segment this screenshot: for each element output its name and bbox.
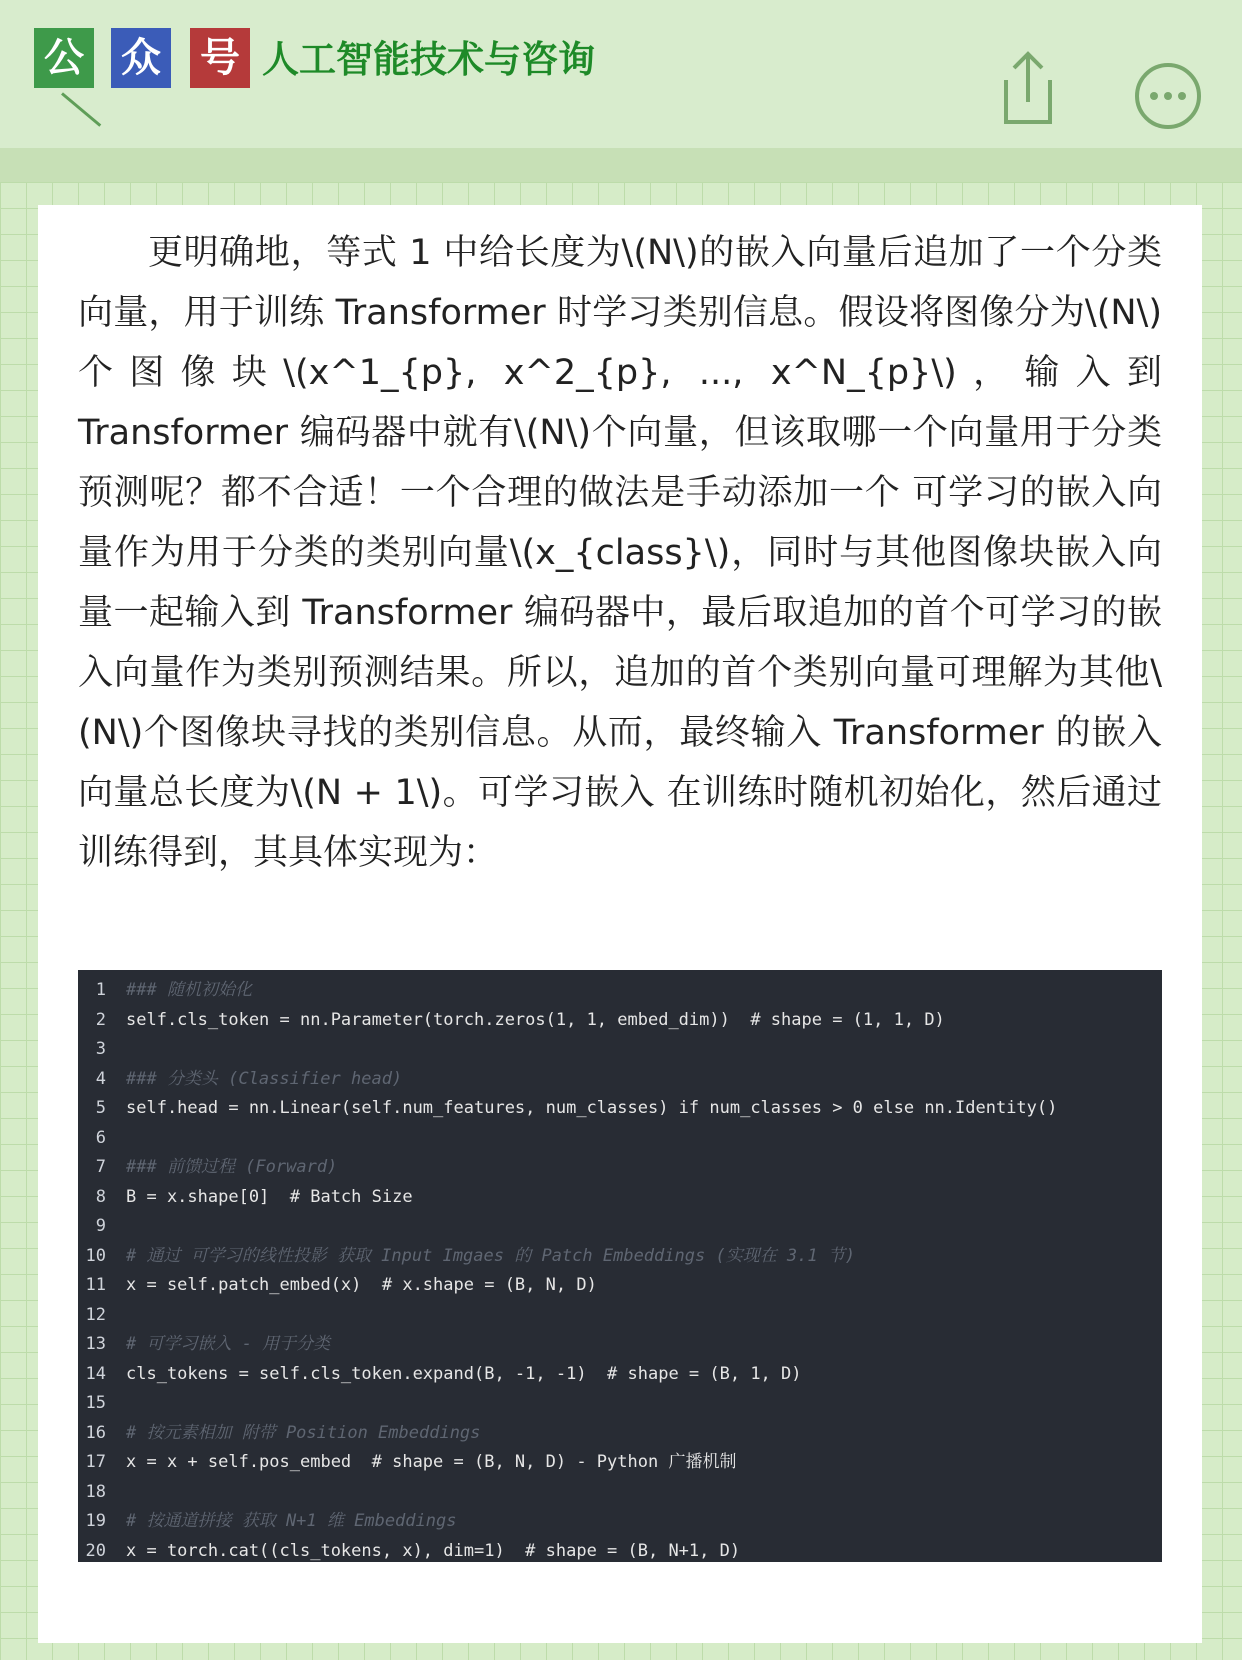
code-text: ### 随机初始化 — [126, 980, 252, 1000]
line-number: 4 — [95, 1068, 106, 1089]
code-text: cls_tokens = self.cls_token.expand(B, -1, -1) # shape = (B, 1, D) — [126, 1363, 802, 1384]
badge-gong: 公 — [34, 28, 94, 88]
code-text: x = torch.cat((cls_tokens, x), dim=1) # shape = (B, N+1, D) — [126, 1540, 741, 1561]
line-number: 7 — [95, 1157, 106, 1177]
decorative-line — [61, 92, 101, 126]
line-number: 11 — [85, 1275, 106, 1295]
code-line — [78, 1271, 1162, 1301]
code-line — [78, 1124, 1162, 1154]
line-number: 9 — [95, 1216, 106, 1236]
line-number: 2 — [95, 1009, 106, 1030]
line-number: 13 — [85, 1334, 106, 1354]
code-block — [78, 970, 1162, 1562]
line-number: 19 — [85, 1511, 106, 1531]
line-number: 5 — [95, 1098, 106, 1118]
code-line — [78, 1242, 1162, 1272]
share-icon[interactable] — [998, 50, 1058, 130]
code-line — [78, 1065, 1162, 1095]
line-number: 14 — [85, 1363, 106, 1384]
code-line — [78, 976, 1162, 1006]
line-number: 17 — [85, 1452, 106, 1472]
code-line — [78, 1330, 1162, 1360]
line-number: 3 — [95, 1039, 106, 1059]
code-line — [78, 1537, 1162, 1567]
code-text: # 通过 可学习的线性投影 获取 Input Imgaes 的 Patch Embeddings (实现在 3.1 节) — [126, 1245, 856, 1266]
code-text: ### 前馈过程 (Forward) — [126, 1157, 338, 1177]
code-line — [78, 1153, 1162, 1183]
line-number: 8 — [95, 1186, 106, 1207]
badge-hao: 号 — [190, 28, 250, 88]
header-divider-band — [0, 148, 1242, 182]
code-line — [78, 1183, 1162, 1213]
code-text: self.cls_token = nn.Parameter(torch.zeros(1, 1, embed_dim)) # shape = (1, 1, D) — [126, 1009, 945, 1030]
article-paragraph: 更明确地，等式 1 中给长度为\(N\)的嵌入向量后追加了一个分类向量，用于训练 Transformer 时学习类别信息。假设将图像分为\(N\)个图像块\(x^1_{p}, x^2_{p}, ..., x^N_{p}\)，输入到 Transformer 编码器中就有\(N\)个向量，但该取哪一个向量用于分类预测呢？都不合适！一个合理的做法是手动添加一个 可学习的嵌入向量作为用于分类的类别向量\(x_{class}\)，同时与其他图像块嵌入向量一起输入到 Transformer 编码器中，最后取追加的首个可学习的嵌入向量作为类别预测结果。所以，追加的首个类别向量可理解为其他\(N\)个图像块寻找的类别信息。从而，最终输入 Transformer 的嵌入向量总长度为\(N + 1\)。可学习嵌入 在训练时随机初始化，然后通过训练得到，其具体实现为： — [78, 233, 1162, 873]
code-line — [78, 1448, 1162, 1478]
line-number: 16 — [85, 1422, 106, 1443]
code-line — [78, 1301, 1162, 1331]
article-card — [38, 205, 1202, 1643]
badge-zhong: 众 — [111, 28, 171, 88]
header-bar — [0, 0, 1242, 148]
code-text: x = x + self.pos_embed # shape = (B, N, D) - Python 广播机制 — [126, 1452, 737, 1472]
code-text: # 按元素相加 附带 Position Embeddings — [126, 1422, 481, 1443]
line-number: 10 — [85, 1245, 106, 1266]
code-line — [78, 1360, 1162, 1390]
line-number: 18 — [85, 1481, 106, 1502]
code-line — [78, 1507, 1162, 1537]
line-number: 12 — [85, 1304, 106, 1325]
code-line — [78, 1006, 1162, 1036]
code-text: B = x.shape[0] # Batch Size — [126, 1186, 413, 1207]
code-text: # 可学习嵌入 - 用于分类 — [126, 1334, 331, 1354]
code-line — [78, 1035, 1162, 1065]
line-number: 20 — [85, 1540, 106, 1561]
brand-title: 人工智能技术与咨询 — [262, 38, 595, 81]
code-text: x = self.patch_embed(x) # x.shape = (B, N, D) — [126, 1275, 597, 1295]
line-number: 6 — [95, 1127, 106, 1148]
code-text: ### 分类头 (Classifier head) — [126, 1068, 403, 1089]
code-text: self.head = nn.Linear(self.num_features, num_classes) if num_classes > 0 else nn.Identity() — [126, 1098, 1058, 1118]
line-number: 15 — [85, 1393, 106, 1413]
code-text: # 按通道拼接 获取 N+1 维 Embeddings — [126, 1511, 457, 1531]
code-line — [78, 1419, 1162, 1449]
code-line — [78, 1094, 1162, 1124]
code-line — [78, 1212, 1162, 1242]
code-line — [78, 1389, 1162, 1419]
code-line — [78, 1478, 1162, 1508]
more-icon[interactable] — [1134, 62, 1202, 130]
line-number: 1 — [95, 980, 106, 1000]
